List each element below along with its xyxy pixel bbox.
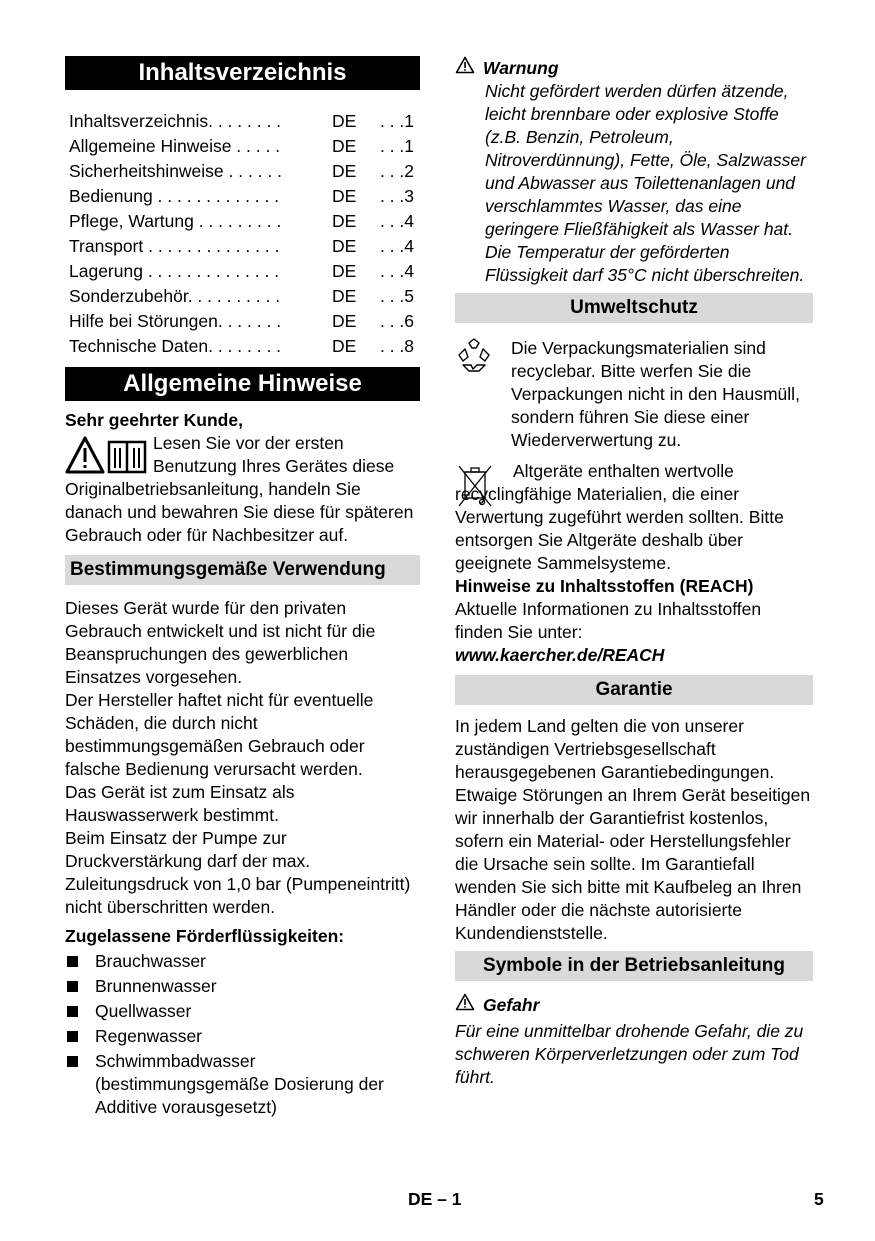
weee-text: Altgeräte enthalten wertvolle recyclingfähige Materialien, die einer Verwertung zugeführt werden sollten. Bitte entsorgen Sie Altgeräte deshalb über geeignete Sammelsysteme. [455,461,784,573]
warning-heading: Warnung [455,56,813,80]
bestimmung-p1: Dieses Gerät wurde für den privaten Gebrauch entwickelt und ist nicht für die Beanspruchungen des gewerblichen Einsatzes vorgesehen. [65,598,376,687]
recycle-text: Die Verpackungsmaterialien sind recyclebar. Bitte werfen Sie die Verpackungen nicht in den Hausmüll, sondern führen Sie diese einer Wiederverwertung zu. [511,338,800,450]
intro-text: Lesen Sie vor der ersten Benutzung Ihres Gerätes diese Originalbetriebsanleitung, handeln Sie danach und bewahren Sie diese für späteren Gebrauch oder für Nachbesitzer auf. [65,433,414,545]
list-item: Schwimmbadwasser (bestimmungsgemäße Dosierung der Additive vorausgesetzt) [65,1050,420,1119]
left-column [65,56,420,1121]
fluids-list [65,950,420,1119]
bestimmung-body [65,597,420,1119]
umwelt-heading: Umweltschutz [455,293,813,323]
toc-entry[interactable]: Transport . . . . . . . . . . . . . . DE . . .4 [69,236,414,256]
gefahr-heading: Gefahr [455,993,813,1017]
toc-entry[interactable]: Bedienung . . . . . . . . . . . . . DE . . .3 [69,186,414,206]
recycling-icon [455,337,493,381]
intro-block [65,432,420,547]
warning-triangle-icon [455,56,483,80]
fluids-title: Zugelassene Förderflüssigkeiten: [65,926,345,946]
bullet-square-icon [67,1056,78,1067]
list-item: Quellwasser [65,1000,420,1023]
allgemein-heading: Allgemeine Hinweise [65,367,420,401]
bullet-square-icon [67,981,78,992]
toc-entry[interactable]: Inhaltsverzeichnis. . . . . . . . DE . . .1 [69,111,414,131]
table-of-contents [69,109,420,359]
list-item: Regenwasser [65,1025,420,1048]
toc-entry[interactable]: Lagerung . . . . . . . . . . . . . . DE . . .4 [69,261,414,281]
footer-section-label: DE – 1 [408,1189,462,1209]
warning-text: Nicht gefördert werden dürfen ätzende, leicht brennbare oder explosive Stoffe (z.B. Benzin, Petroleum, Nitroverdünnung), Fette, Öle, Salzwasser und Abwasser aus Toilettenanlagen und verschlammtes Wasser, das eine geringere Fließfähigkeit als Wasser hat. Die Temperatur der geförderten Flüssigkeit darf 35°C nicht überschreiten. [485,81,806,285]
page-number: 5 [814,1189,824,1209]
reach-title: Hinweise zu Inhaltsstoffen (REACH) [455,576,754,596]
toc-entry[interactable]: Technische Daten. . . . . . . . DE . . .8 [69,336,414,356]
bestimmung-p3: Das Gerät ist zum Einsatz als Hauswasserwerk bestimmt. [65,782,295,825]
gefahr-text: Für eine unmittelbar drohende Gefahr, die zu schweren Körperverletzungen oder zum Tod führt. [455,1021,804,1087]
reach-text: Aktuelle Informationen zu Inhaltsstoffen finden Sie unter: [455,599,762,642]
toc-entry[interactable]: Pflege, Wartung . . . . . . . . . DE . . .4 [69,211,414,231]
right-column [455,56,813,1089]
bestimmung-p4: Beim Einsatz der Pumpe zur Druckverstärkung darf der max. Zuleitungsdruck von 1,0 bar (Pumpeneintritt) nicht überschritten werden. [65,828,411,917]
toc-entry[interactable]: Sicherheitshinweise . . . . . . DE . . .2 [69,161,414,181]
danger-triangle-icon [455,993,483,1017]
toc-entry[interactable]: Allgemeine Hinweise . . . . . DE . . .1 [69,136,414,156]
bullet-square-icon [67,1006,78,1017]
symbole-heading: Symbole in der Betriebsanleitung [455,951,813,981]
bullet-square-icon [67,956,78,967]
bestimmung-heading: Bestimmungsgemäße Verwendung [65,555,420,585]
crossed-bin-icon [455,462,495,516]
bullet-square-icon [67,1031,78,1042]
garantie-text: In jedem Land gelten die von unserer zuständigen Vertriebsgesellschaft herausgegebenen Garantiebedingungen. Etwaige Störungen an Ihrem Gerät beseitigen wir innerhalb der Garantiefrist kostenlos, sofern ein Material- oder Herstellungsfehler die Ursache sein sollte. Im Garantiefall wenden Sie sich bitte mit Kaufbeleg an Ihren Händler oder die nächste autorisierte Kundendienststelle. [455,716,811,943]
list-item: Brunnenwasser [65,975,420,998]
greeting: Sehr geehrter Kunde, [65,410,243,430]
reach-link[interactable]: www.kaercher.de/REACH [455,645,665,665]
weee-block [455,460,813,575]
recycle-block [455,337,813,452]
toc-entry[interactable]: Hilfe bei Störungen. . . . . . . DE . . .6 [69,311,414,331]
read-manual-icon [65,434,150,478]
garantie-heading: Garantie [455,675,813,705]
toc-entry[interactable]: Sonderzubehör. . . . . . . . . . DE . . .5 [69,286,414,306]
toc-heading: Inhaltsverzeichnis [65,56,420,90]
bestimmung-p2: Der Hersteller haftet nicht für eventuelle Schäden, die durch nicht bestimmungsgemäßen Gebrauch oder falsche Bedienung verursacht werden. [65,690,374,779]
list-item: Brauchwasser [65,950,420,973]
